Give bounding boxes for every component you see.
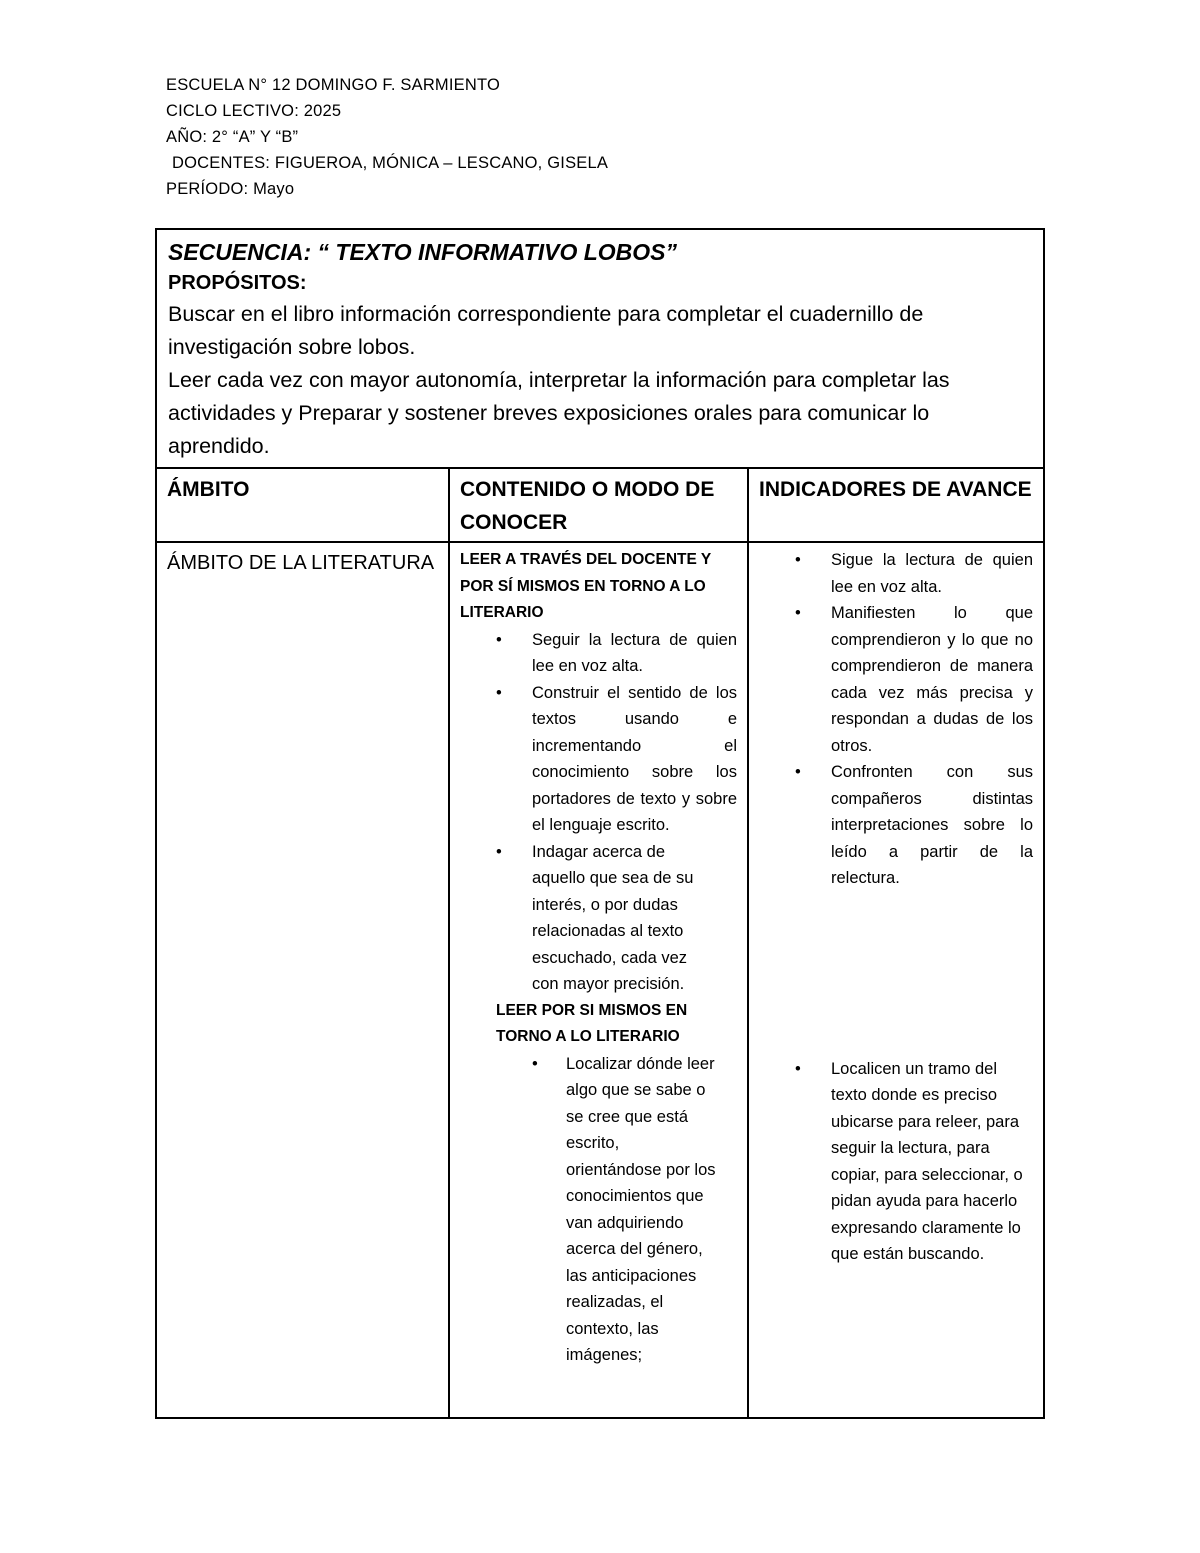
list-item: • Localicen un tramo del texto donde es preciso ubicarse para releer, para seguir la lectura, para copiar, para seleccionar, o pidan ayuda para hacerlo expresando claramente lo que están buscando.: [759, 1056, 1033, 1268]
bullet-icon: •: [496, 683, 502, 702]
bullet-icon: •: [795, 763, 801, 781]
contenido-section-1-title: LEER A TRAVÉS DEL DOCENTE Y POR SÍ MISMOS EN TORNO A LO LITERARIO: [460, 551, 711, 621]
list-item: • Confronten con sus compañeros distintas interpretaciones sobre lo leído a partir de la relectura.: [759, 759, 1033, 892]
list-item: • Seguir la lectura de quien lee en voz alta.: [460, 627, 737, 680]
spacer: [759, 892, 1033, 1056]
list-item: • Localizar dónde leer algo que se sabe o se cree que está escrito, orientándose por los conocimientos que van adquiriendo acerca del género, las anticipaciones realizadas, el contexto, las imágenes;: [460, 1051, 737, 1369]
bullet-icon: •: [795, 1059, 801, 1078]
list-item: • Construir el sentido de los textos usando e incrementando el conocimiento sobre los portadores de texto y sobre el lenguaje escrito.: [460, 680, 737, 839]
column-header-indicadores: INDICADORES DE AVANCE: [748, 468, 1044, 542]
column-header-contenido: CONTENIDO O MODO DE CONOCER: [449, 468, 748, 542]
purposes-text-2: Leer cada vez con mayor autonomía, interpretar la información para completar las actividades y Preparar y sostener breves exposiciones orales para comunicar lo aprendido.: [168, 368, 950, 458]
list-item: • Sigue la lectura de quien lee en voz alta.: [759, 547, 1033, 600]
sequence-title: SECUENCIA: “ TEXTO INFORMATIVO LOBOS”: [168, 239, 677, 265]
bullet-icon: •: [795, 604, 801, 622]
column-header-ambito: ÁMBITO: [156, 468, 449, 542]
sequence-table: [155, 228, 1045, 1419]
teachers: DOCENTES: FIGUEROA, MÓNICA – LESCANO, GISELA: [172, 154, 609, 172]
list-item: • Manifiesten lo que comprendieron y lo que no comprendieron de manera cada vez más precisa y respondan a dudas de los otros.: [759, 600, 1033, 759]
contenido-section-2-list: [460, 1051, 737, 1369]
document-header: [166, 72, 608, 202]
school-cycle: CICLO LECTIVO: 2025: [166, 102, 342, 120]
bullet-icon: •: [532, 1054, 538, 1073]
school-name: ESCUELA N° 12 DOMINGO F. SARMIENTO: [166, 76, 500, 94]
indicadores-list-2: [759, 1056, 1033, 1268]
period: PERÍODO: Mayo: [166, 180, 295, 198]
school-year: AÑO: 2° “A” Y “B”: [166, 128, 299, 146]
bullet-icon: •: [496, 842, 502, 861]
bullet-icon: •: [795, 551, 801, 569]
bullet-icon: •: [496, 630, 502, 649]
sequence-header-cell: [156, 229, 1044, 468]
list-item: • Indagar acerca de aquello que sea de su interés, o por dudas relacionadas al texto escuchado, cada vez con mayor precisión.: [460, 839, 737, 998]
purposes-text-1: Buscar en el libro información correspondiente para completar el cuadernillo de investigación sobre lobos.: [168, 302, 924, 359]
contenido-cell: [449, 542, 748, 1418]
purposes-label: PROPÓSITOS:: [168, 272, 307, 294]
contenido-section-2-title: LEER POR SI MISMOS EN TORNO A LO LITERARIO: [496, 1001, 688, 1045]
contenido-section-1-list: [460, 627, 737, 998]
indicadores-list-1: [759, 547, 1033, 892]
ambito-cell: ÁMBITO DE LA LITERATURA: [156, 542, 449, 1418]
indicadores-cell: [748, 542, 1044, 1418]
